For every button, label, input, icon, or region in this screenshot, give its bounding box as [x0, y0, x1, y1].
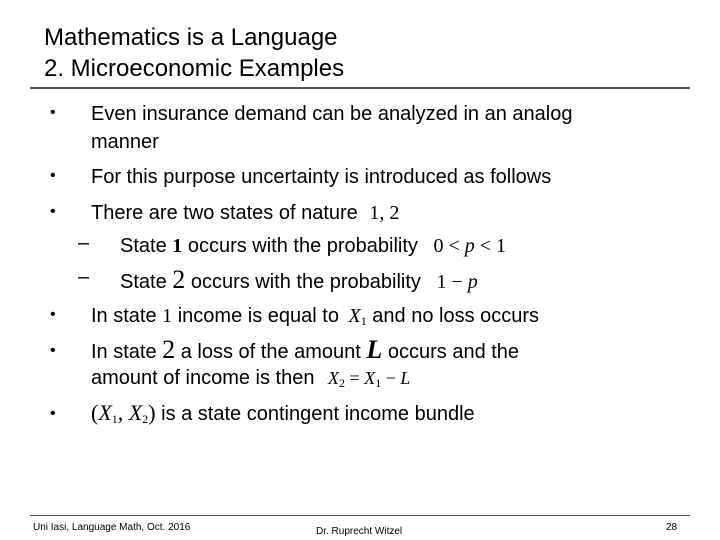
eq-x1-sub: 1: [375, 376, 382, 390]
bullet-1-line2: manner: [91, 131, 159, 153]
slide-title: [44, 22, 344, 84]
bundle-x2-sub: 2: [142, 412, 149, 426]
loss-L: L: [366, 335, 383, 364]
bundle-close: ): [148, 400, 156, 425]
income-equation: [328, 364, 410, 397]
bullet-3-text: There are two states of nature: [91, 202, 358, 224]
sub-2-state-number: 2: [172, 265, 186, 294]
bullet-4-state-number: 1: [162, 305, 173, 327]
eq-L: L: [400, 368, 411, 388]
eq-x2-sub: 2: [339, 376, 346, 390]
slide-title-line1: Mathematics is a Language: [44, 24, 338, 51]
footer-left: Uni Iasi, Language Math, Oct. 2016: [33, 522, 191, 533]
income-x1-X: X: [348, 305, 361, 327]
bullet-5-text-b: a loss of the amount: [180, 341, 361, 363]
footer-author: Dr. Ruprecht Witzel: [316, 526, 403, 537]
bullet-6: [91, 399, 475, 433]
bullet-4-text-b: income is equal to: [177, 305, 339, 327]
sub-2-text: occurs with the probability: [190, 271, 421, 293]
eq-x2: X: [328, 368, 340, 388]
footer-divider: [30, 515, 690, 516]
bundle-x1-sub: 1: [111, 412, 118, 426]
slide-title-line2: 2. Microeconomic Examples: [44, 55, 345, 82]
bullet-5-line2-text: amount of income is then: [91, 367, 315, 389]
sub-bullet-2: [120, 266, 478, 296]
bundle-x1: X: [98, 400, 112, 425]
income-x1-sub: 1: [360, 314, 367, 328]
sub-2-state-label: State: [120, 271, 167, 293]
bullet-4-text-c: and no loss occurs: [372, 305, 540, 327]
eq-x1: X: [364, 368, 376, 388]
bullet-5-text-a: In state: [91, 341, 157, 363]
sub-1-text: occurs with the probability: [187, 235, 418, 257]
bullet-marker: •: [50, 342, 56, 359]
eq-equals: =: [345, 368, 365, 388]
probability-math-1: [434, 232, 507, 260]
bullet-5-state-number: 2: [162, 335, 176, 364]
prob-1-lhs: 0 <: [433, 235, 460, 257]
bullet-4-text-a: In state: [91, 305, 157, 327]
bundle-open: (: [91, 400, 99, 425]
bullet-6-text: is a state contingent income bundle: [161, 403, 475, 425]
bullet-marker: •: [50, 306, 56, 323]
bullet-marker: •: [50, 104, 56, 121]
sub-1-state-number: 1: [172, 235, 183, 257]
prob-2-lhs: 1 −: [436, 271, 463, 293]
states-math: 1, 2: [369, 202, 400, 224]
sub-1-state-label: State: [120, 235, 167, 257]
bullet-5-line1: [91, 336, 519, 366]
probability-math-2: [437, 268, 478, 296]
prob-1-rhs: < 1: [479, 235, 507, 257]
prob-2-p: p: [467, 271, 478, 293]
eq-minus: −: [381, 368, 401, 388]
dash-marker: –: [78, 232, 90, 254]
title-divider: [30, 87, 690, 89]
income-bundle-math: [91, 399, 156, 433]
bullet-5-line2: [91, 364, 410, 397]
prob-1-p: p: [464, 235, 475, 257]
bullet-marker: •: [50, 405, 56, 422]
bullet-4: [91, 302, 539, 335]
bullet-marker: •: [50, 167, 56, 184]
bullet-3: [91, 199, 399, 227]
dash-marker: –: [78, 266, 90, 288]
bullet-1-line1: Even insurance demand can be analyzed in an analog: [91, 103, 573, 125]
bundle-x2: X: [128, 400, 143, 425]
bullet-5-text-c: occurs and the: [387, 341, 520, 363]
income-x1-math: [349, 302, 367, 335]
bullet-2: For this purpose uncertainty is introduced as follows: [91, 166, 552, 188]
loss-L-math: [366, 336, 382, 364]
sub-bullet-1: [120, 232, 506, 260]
page-number: 28: [666, 522, 678, 533]
bundle-comma: ,: [117, 400, 129, 425]
bullet-marker: •: [50, 203, 56, 220]
